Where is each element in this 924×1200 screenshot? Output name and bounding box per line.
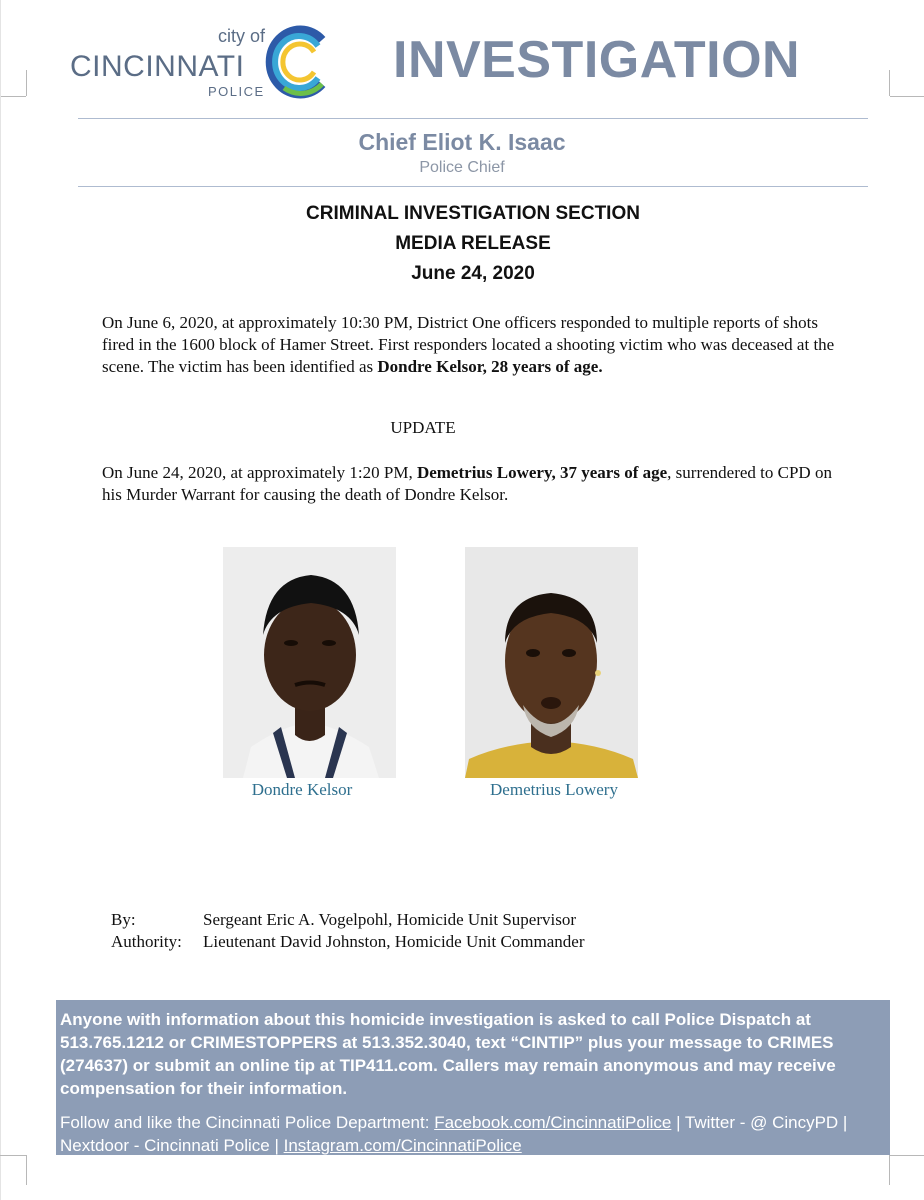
cincinnati-police-logo <box>68 22 338 102</box>
crop-mark-bottom-left <box>0 1155 26 1156</box>
tip-info-banner <box>56 1000 890 1155</box>
crop-mark-top-right <box>890 96 924 97</box>
social-follow-line <box>60 1111 886 1157</box>
suspect-name-bold: Demetrius Lowery, 37 years of age <box>416 463 668 482</box>
page-left-edge <box>0 0 1 1200</box>
twitter-text: | Twitter - @ CincyPD | <box>671 1113 848 1132</box>
suspect-portrait-icon <box>465 547 638 778</box>
follow-prefix: Follow and like the Cincinnati Police Department: <box>60 1113 435 1132</box>
incident-paragraph <box>102 312 842 378</box>
logo-police: POLICE <box>208 84 265 99</box>
crop-mark-top-left <box>0 96 26 97</box>
logo-city-of: city of <box>218 26 266 46</box>
update-paragraph <box>102 462 842 506</box>
crop-mark-top-right-v <box>889 70 890 96</box>
incident-text: On June 6, 2020, at approximately 10:30 PM, District One officers responded to multiple reports of shots fired in the 1600 block of Hamer Street. First responders located a shooting victim who was deceased at the scene. The victim has been identified as <box>102 313 835 376</box>
crop-mark-top-left-v <box>26 70 27 96</box>
victim-caption: Dondre Kelsor <box>251 780 353 799</box>
chief-name: Chief Eliot K. Isaac <box>358 129 566 155</box>
facebook-link[interactable]: Facebook.com/CincinnatiPolice <box>434 1113 672 1132</box>
update-heading: UPDATE <box>390 418 456 437</box>
suspect-photo <box>465 547 638 778</box>
victim-portrait-icon <box>223 547 396 778</box>
suspect-caption: Demetrius Lowery <box>490 780 618 799</box>
divider-bottom <box>78 186 868 187</box>
authority-value: Lieutenant David Johnston, Homicide Unit Commander <box>203 932 585 951</box>
logo-cincinnati: CINCINNATI <box>70 50 245 83</box>
update-text-suffix: , surrendered to CPD on his Murder Warrant for causing the death of Dondre Kelsor. <box>102 463 832 504</box>
release-date: June 24, 2020 <box>411 263 535 284</box>
by-label: By: <box>111 910 136 929</box>
logo-c-mark-icon <box>264 22 336 102</box>
divider-top <box>78 118 868 119</box>
by-value: Sergeant Eric A. Vogelpohl, Homicide Unit Supervisor <box>203 910 577 929</box>
chief-title: Police Chief <box>419 159 505 176</box>
tip-info-text: Anyone with information about this homicide investigation is asked to call Police Dispatch at 513.765.1212 or CRIMESTOPPERS at 513.352.3040, text “CINTIP” plus your message to CRIMES (274637) or submit an online tip at TIP411.com. Callers may remain anonymous and may receive compensation for their information. <box>60 1010 836 1098</box>
instagram-link[interactable]: Instagram.com/CincinnatiPolice <box>283 1136 522 1155</box>
victim-photo <box>223 547 396 778</box>
authority-label: Authority: <box>111 932 182 951</box>
release-type: MEDIA RELEASE <box>395 233 551 254</box>
page-title: INVESTIGATION <box>393 31 801 89</box>
nextdoor-text: Nextdoor - Cincinnati Police | <box>60 1136 284 1155</box>
crop-mark-bottom-left-v <box>26 1155 27 1185</box>
crop-mark-bottom-right <box>890 1155 924 1156</box>
section-heading: CRIMINAL INVESTIGATION SECTION <box>306 203 640 224</box>
victim-name-bold: Dondre Kelsor, 28 years of age. <box>377 357 603 376</box>
crop-mark-bottom-right-v <box>889 1155 890 1185</box>
update-text-prefix: On June 24, 2020, at approximately 1:20 PM, <box>102 463 417 482</box>
